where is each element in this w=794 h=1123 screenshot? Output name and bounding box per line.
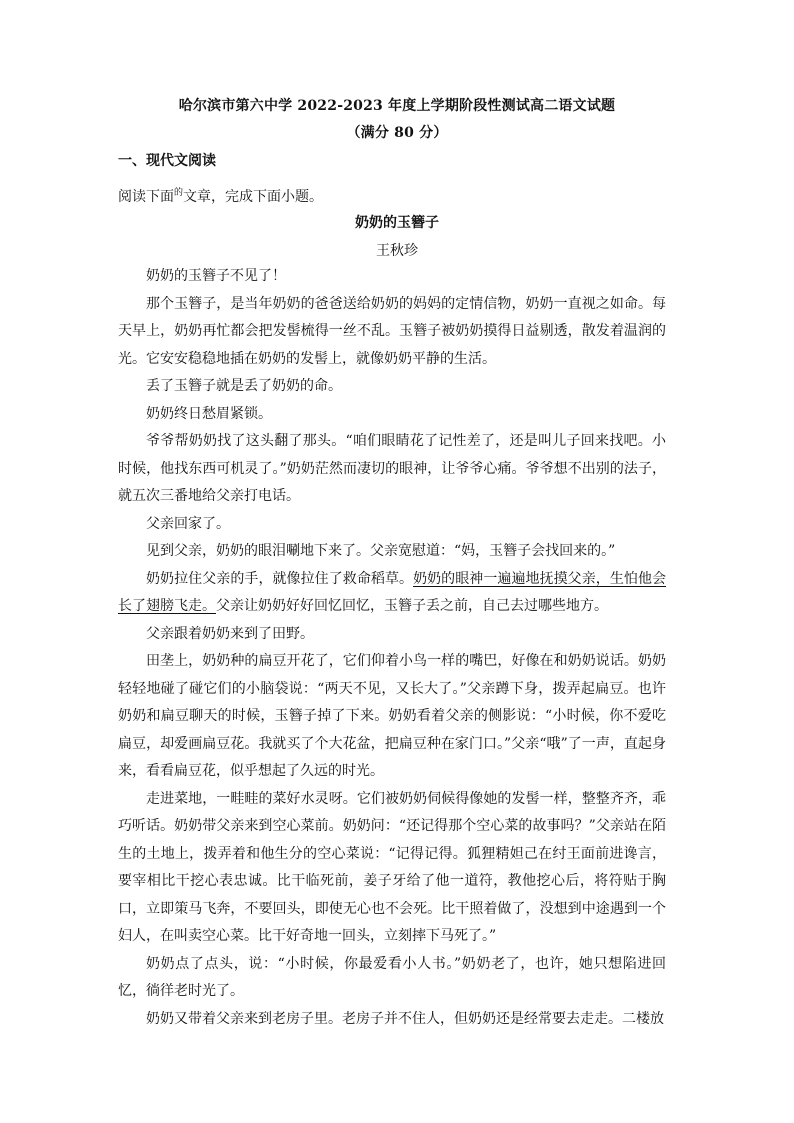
paragraph: 奶奶终日愁眉紧锁。 xyxy=(146,405,272,422)
paragraph: 见到父亲，奶奶的眼泪唰地下来了。父亲宽慰道：“妈，玉簪子会找回来的。” xyxy=(146,543,616,559)
intro-superscript: 的 xyxy=(174,188,184,198)
underlined-sentence: 奶奶的眼神一遍遍地抚摸父亲，生怕他会长了翅膀飞走。 xyxy=(118,570,667,614)
article-title: 奶奶的玉簪子 xyxy=(355,215,439,231)
exam-title: 哈尔滨市第六中学 2022-2023 年度上学期阶段性测试高二语文试题 xyxy=(178,98,616,114)
reading-instruction xyxy=(118,185,323,206)
paragraph: 爷爷帮奶奶找了这头翻了那头。“咱们眼睛花了记性差了，还是叫儿子回来找吧。小时候，他找东西可机灵了。”奶奶茫然而凄切的眼神，让爷爷心痛。爷爷想不出别的法子，就五次三番地给父亲打电话。 xyxy=(118,433,666,504)
paragraph-text: 父亲让奶奶好好回忆回忆，玉簪子丢之前，自己去过哪些地方。 xyxy=(216,598,608,614)
paragraph: 奶奶的玉簪子不见了！ xyxy=(146,268,286,284)
paragraph xyxy=(118,566,666,621)
article-body xyxy=(118,263,666,1033)
paragraph: 父亲跟着奶奶来到了田野。 xyxy=(146,625,314,642)
section-heading: 一、现代文阅读 xyxy=(118,153,216,169)
paragraph: 丢了玉簪子就是丢了奶奶的命。 xyxy=(146,378,342,394)
paragraph: 奶奶又带着父亲来到老房子里。老房子并不住人，但奶奶还是经常要去走走。二楼放 xyxy=(146,1010,664,1027)
intro-text-after: 文章，完成下面小题。 xyxy=(183,189,324,205)
intro-text-before: 阅读下面 xyxy=(118,189,174,205)
paragraph-text: 奶奶拉住父亲的手，就像拉住了救命稻草。 xyxy=(146,570,414,587)
article-author: 王秋珍 xyxy=(376,243,418,259)
paragraph: 那个玉簪子，是当年奶奶的爸爸送给奶奶的妈妈的定情信物，奶奶一直视之如命。每天早上，奶奶再忙都会把发髻梳得一丝不乱。玉簪子被奶奶摸得日益剔透，散发着温润的光。它安安稳稳地插在奶奶的发髻上，就像奶奶平静的生活。 xyxy=(118,295,666,367)
paragraph: 父亲回家了。 xyxy=(146,515,230,532)
exam-score: （满分 80 分） xyxy=(346,125,448,141)
paragraph: 田垄上，奶奶种的扁豆开花了，它们仰着小鸟一样的嘴巴，好像在和奶奶说话。奶奶轻轻地碰了碰它们的小脑袋说：“两天不见，又长大了。”父亲蹲下身，拨弄起扁豆。也许奶奶和扁豆聊天的时候，玉簪子掉了下来。奶奶看着父亲的侧影说：“小时候，你不爱吃扁豆，却爱画扁豆花。我就买了个大花盆，把扁豆种在家门口。”父亲“哦”了一声，直起身来，看看扁豆花，似乎想起了久远的时光。 xyxy=(118,653,666,779)
paragraph: 奶奶点了点头，说：“小时候，你最爱看小人书。”奶奶老了，也许，她只想陷进回忆，徜徉老时光了。 xyxy=(118,955,666,999)
paragraph: 走进菜地，一畦畦的菜好水灵呀。它们被奶奶伺候得像她的发髻一样，整整齐齐，乖巧听话。奶奶带父亲来到空心菜前。奶奶问：“还记得那个空心菜的故事吗？”父亲站在陌生的土地上，拨弄着和他生分的空心菜说：“记得记得。狐狸精妲己在纣王面前进谗言，要宰相比干挖心表忠诚。比干临死前，姜子牙给了他一道符，教他挖心后，将符贴于胸口，立即策马飞奔，不要回头，即使无心也不会死。比干照着做了，没想到中途遇到一个妇人，在叫卖空心菜。比干好奇地一回头，立刻摔下马死了。” xyxy=(118,790,666,944)
